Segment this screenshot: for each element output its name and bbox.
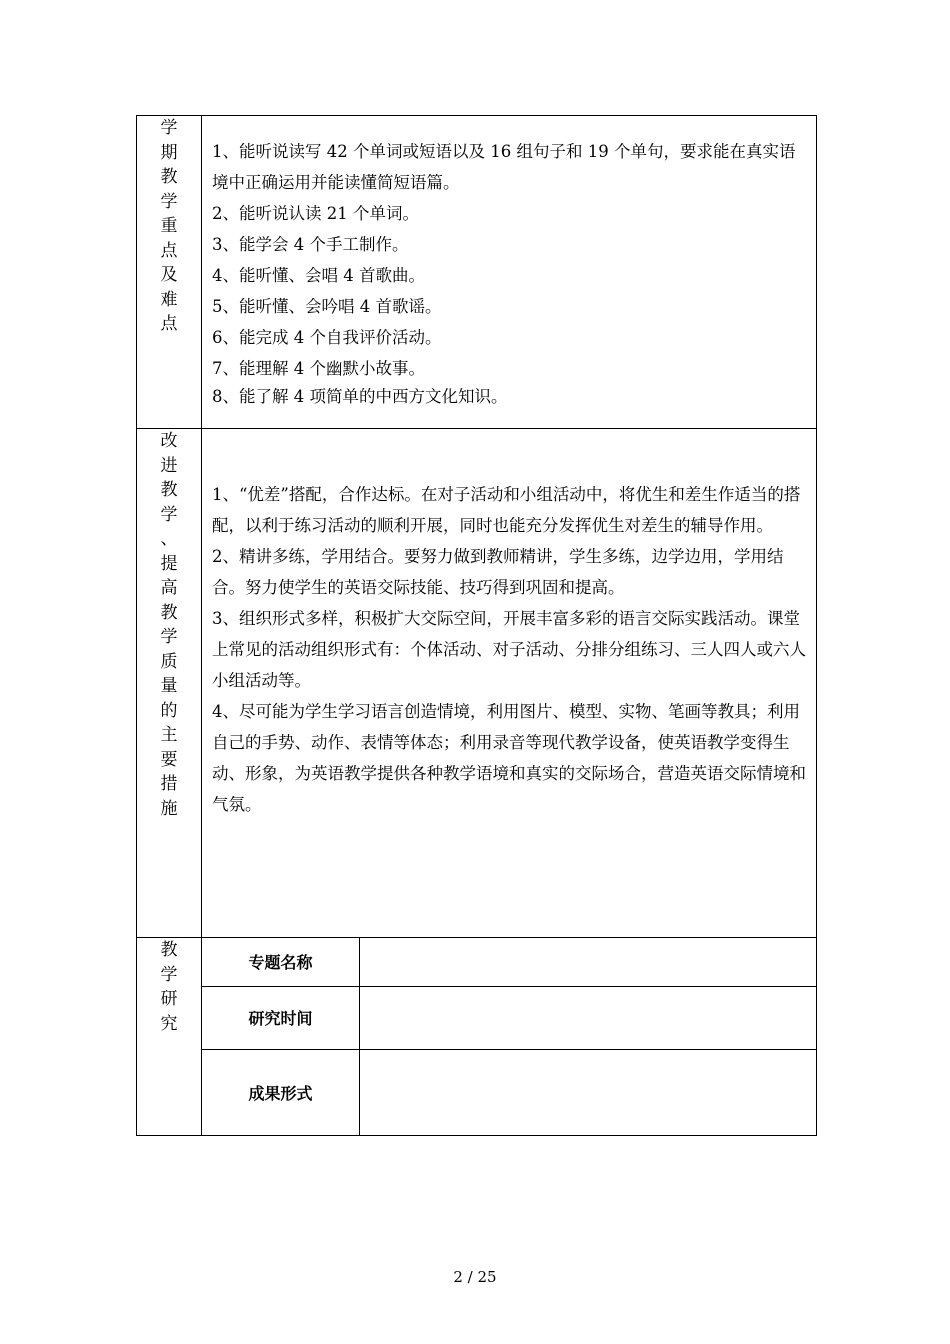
measures-list — [202, 429, 816, 820]
section-content-cell — [202, 116, 817, 429]
table-row — [202, 1049, 816, 1135]
research-table — [202, 938, 816, 1135]
list-item: 3、组织形式多样，积极扩大交际空间，开展丰富多彩的语言交际实践活动。课堂上常见的活动组织形式有：个体活动、对子活动、分排分组练习、三人四人或六人小组活动等。 — [212, 609, 806, 690]
section-label-cell — [137, 116, 202, 429]
table-row — [137, 938, 817, 1136]
list-item: 4、能听懂、会唱 4 首歌曲。 — [212, 266, 425, 285]
research-value-topic[interactable] — [360, 938, 817, 986]
list-item: 2、精讲多练，学用结合。要努力做到教师精讲，学生多练，边学边用，学用结合。努力使学生的英语交际技能、技巧得到巩固和提高。 — [212, 547, 784, 597]
table-row — [137, 429, 817, 938]
section-label-key-points: 学 期 教 学 重 点 及 难 点 — [160, 118, 178, 334]
list-item: 7、能理解 4 个幽默小故事。 — [212, 359, 425, 378]
plan-table — [136, 115, 817, 1136]
table-row — [202, 938, 816, 986]
section-label-cell — [137, 938, 202, 1136]
list-item: 3、能学会 4 个手工制作。 — [212, 235, 409, 254]
list-item: 5、能听懂、会吟唱 4 首歌谣。 — [212, 297, 442, 316]
table-row — [137, 116, 817, 429]
list-item: 1、能听说读写 42 个单词或短语以及 16 组句子和 19 个单句，要求能在真实语境中正确运用并能读懂简短语篇。 — [212, 142, 796, 192]
page-number: 2 / 25 — [453, 1268, 497, 1286]
section-label-research: 教 学 研 究 — [160, 940, 178, 1034]
section-label-measures: 改 进 教 学 、 提 高 教 学 质 量 的 主 要 措 施 — [160, 431, 178, 819]
section-content-cell — [202, 429, 817, 938]
table-row — [202, 986, 816, 1049]
research-value-time[interactable] — [360, 986, 817, 1049]
list-item: 6、能完成 4 个自我评价活动。 — [212, 328, 442, 347]
research-cell — [202, 938, 817, 1136]
section-label-cell — [137, 429, 202, 938]
research-key-result: 成果形式 — [202, 1049, 360, 1135]
research-key-time: 研究时间 — [202, 986, 360, 1049]
research-key-topic: 专题名称 — [202, 938, 360, 986]
list-item: 1、“优差”搭配，合作达标。在对子活动和小组活动中，将优生和差生作适当的搭配，以利于练习活动的顺利开展，同时也能充分发挥优生对差生的辅导作用。 — [212, 485, 801, 535]
list-item: 2、能听说认读 21 个单词。 — [212, 204, 419, 223]
research-value-result[interactable] — [360, 1049, 817, 1135]
list-item: 8、能了解 4 项简单的中西方文化知识。 — [212, 387, 508, 406]
list-item: 4、尽可能为学生学习语言创造情境，利用图片、模型、实物、笔画等教具；利用自己的手势、动作、表情等体态；利用录音等现代教学设备，使英语教学变得生动、形象，为英语教学提供各种教学语境和真实的交际场合，营造英语交际情境和气氛。 — [212, 702, 806, 814]
key-points-list — [202, 116, 816, 410]
